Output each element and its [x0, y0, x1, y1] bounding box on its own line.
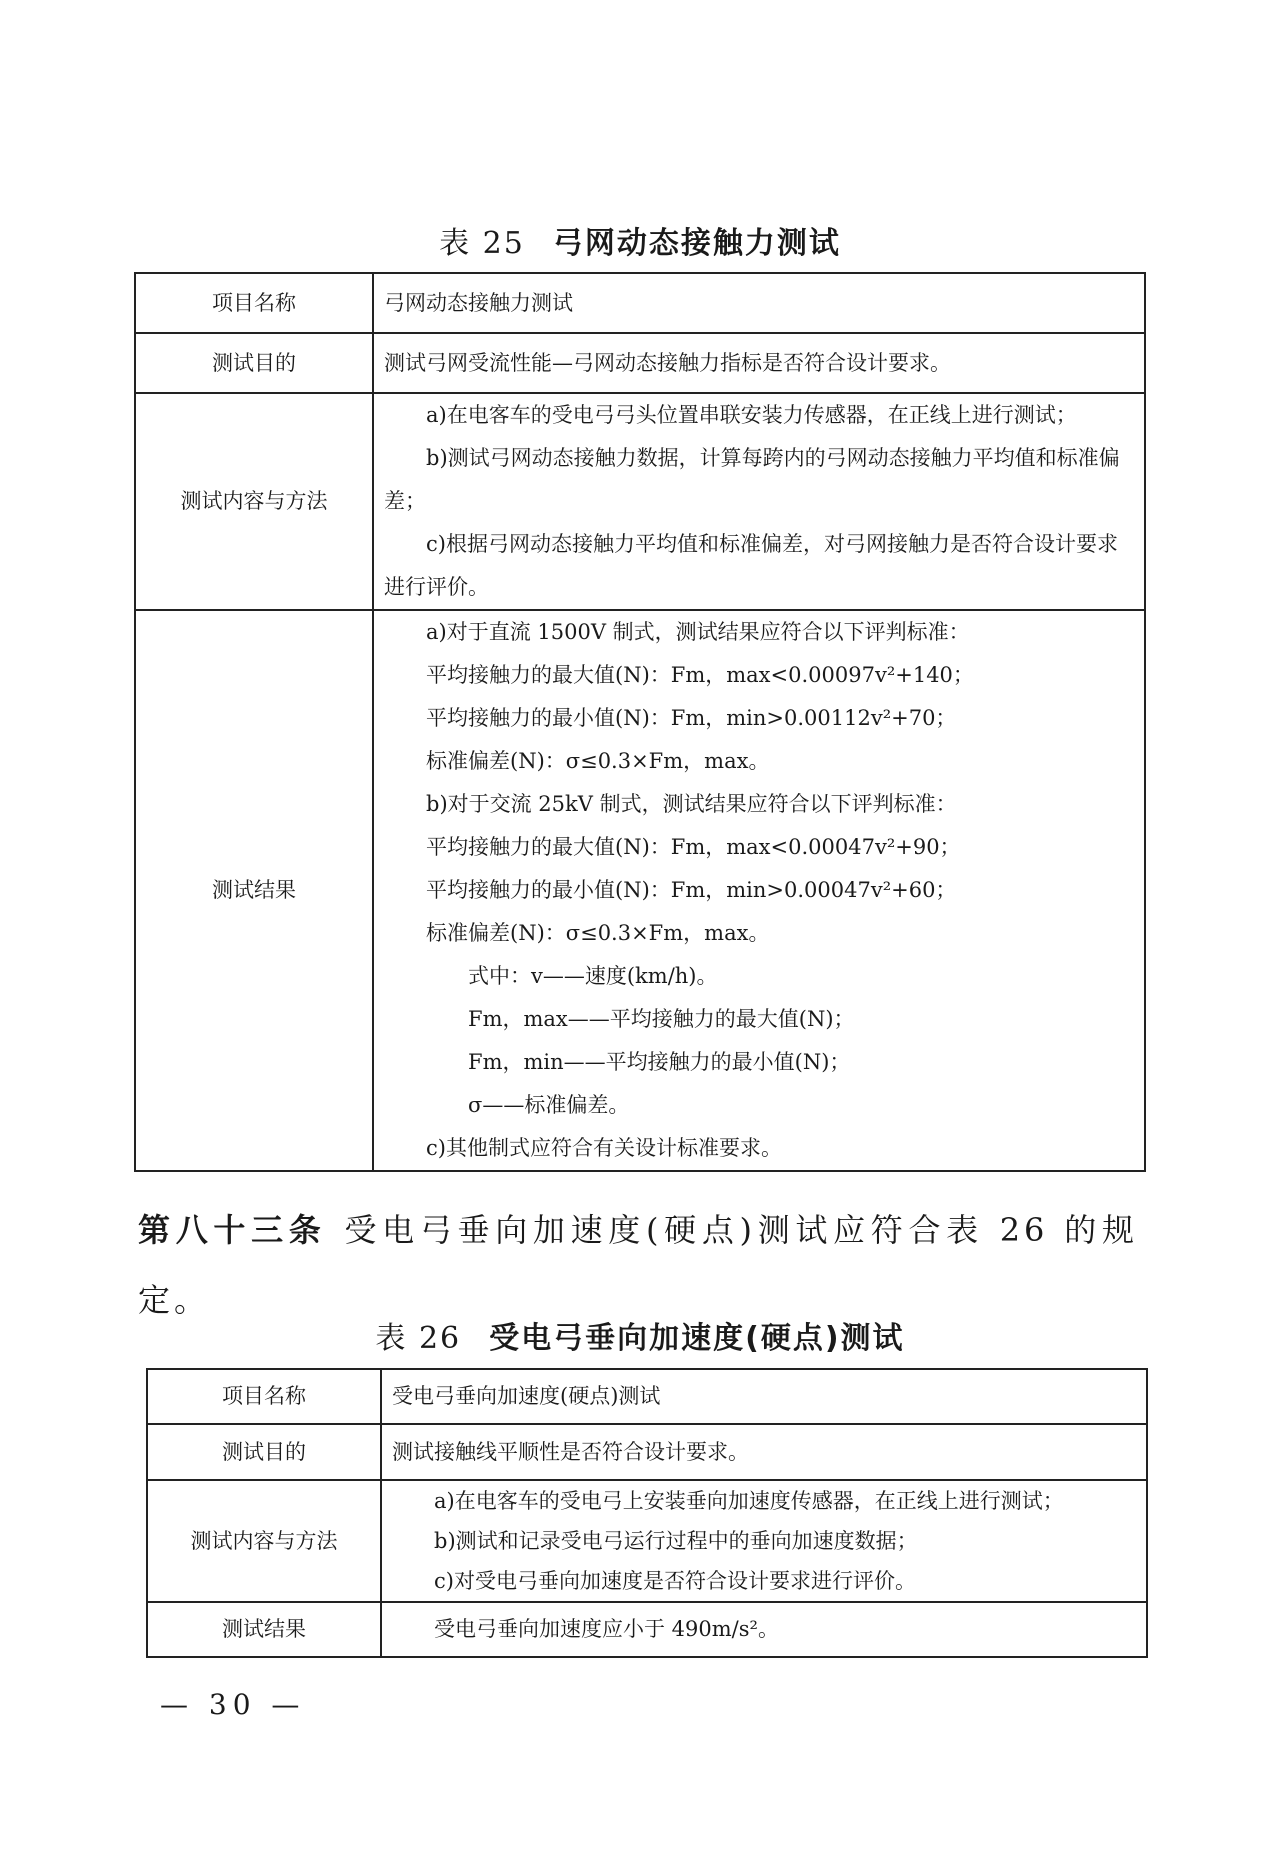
result-line: 平均接触力的最小值(N)：Fm，min>0.00047v²+60；: [426, 878, 957, 902]
article-text: 受电弓垂向加速度(硬点)测试应符合表 26 的规定。: [138, 1211, 1138, 1319]
table-row: [147, 1480, 1147, 1602]
result-line: Fm，min——平均接触力的最小值(N)；: [468, 1050, 851, 1074]
row-label: 项目名称: [147, 1369, 381, 1424]
method-line: c)根据弓网动态接触力平均值和标准偏差，对弓网接触力是否符合设计要求进行评价。: [384, 532, 1118, 599]
result-line: Fm，max——平均接触力的最大值(N)；: [468, 1007, 855, 1031]
table-row: [135, 273, 1145, 333]
row-value: 受电弓垂向加速度应小于 490m/s²。: [381, 1602, 1147, 1657]
table25-caption-title: 弓网动态接触力测试: [552, 226, 841, 261]
method-line: a)在电客车的受电弓弓头位置串联安装力传感器，在正线上进行测试；: [426, 403, 1077, 427]
table-row: [147, 1602, 1147, 1657]
row-label: 项目名称: [135, 273, 373, 333]
row-value: [381, 1480, 1147, 1602]
row-label: 测试结果: [147, 1602, 381, 1657]
result-line: 平均接触力的最小值(N)：Fm，min>0.00112v²+70；: [426, 706, 957, 730]
table25: [134, 272, 1146, 1172]
table25-caption-number: 表 25: [439, 226, 525, 261]
result-line: c)其他制式应符合有关设计标准要求。: [426, 1136, 782, 1160]
result-line: 标准偏差(N)：σ≤0.3×Fm，max。: [426, 749, 770, 773]
table25-caption: [0, 218, 1280, 262]
method-line: b)测试和记录受电弓运行过程中的垂向加速度数据；: [434, 1529, 918, 1553]
result-line: 式中：v——速度(km/h)。: [468, 964, 718, 988]
row-label: 测试目的: [135, 333, 373, 393]
method-line: b)测试弓网动态接触力数据，计算每跨内的弓网动态接触力平均值和标准偏差；: [384, 446, 1120, 513]
result-line: σ——标准偏差。: [468, 1093, 630, 1117]
row-label: 测试目的: [147, 1424, 381, 1480]
table26-caption: [0, 1313, 1280, 1357]
table-row: [135, 610, 1145, 1171]
article-heading: 第八十三条: [138, 1211, 327, 1249]
row-label: 测试内容与方法: [147, 1480, 381, 1602]
method-line: a)在电客车的受电弓上安装垂向加速度传感器，在正线上进行测试；: [434, 1489, 1064, 1513]
row-value: 测试弓网受流性能—弓网动态接触力指标是否符合设计要求。: [373, 333, 1145, 393]
table26-caption-number: 表 26: [375, 1321, 462, 1356]
table-row: [147, 1369, 1147, 1424]
row-value: [373, 393, 1145, 610]
row-value: 弓网动态接触力测试: [373, 273, 1145, 333]
result-line: 标准偏差(N)：σ≤0.3×Fm，max。: [426, 921, 770, 945]
row-value: 测试接触线平顺性是否符合设计要求。: [381, 1424, 1147, 1480]
method-line: c)对受电弓垂向加速度是否符合设计要求进行评价。: [434, 1569, 916, 1593]
result-line: 平均接触力的最大值(N)：Fm，max<0.00047v²+90；: [426, 835, 961, 859]
row-value: 受电弓垂向加速度(硬点)测试: [381, 1369, 1147, 1424]
result-line: a)对于直流 1500V 制式，测试结果应符合以下评判标准：: [426, 620, 970, 644]
table26: [146, 1368, 1148, 1658]
row-value: [373, 610, 1145, 1171]
table-row: [135, 333, 1145, 393]
result-line: 平均接触力的最大值(N)：Fm，max<0.00097v²+140；: [426, 663, 974, 687]
table-row: [147, 1424, 1147, 1480]
row-label: 测试结果: [135, 610, 373, 1171]
page-number: — 30 —: [160, 1688, 306, 1721]
table-row: [135, 393, 1145, 610]
row-label: 测试内容与方法: [135, 393, 373, 610]
table26-caption-title: 受电弓垂向加速度(硬点)测试: [489, 1321, 905, 1356]
result-line: b)对于交流 25kV 制式，测试结果应符合以下评判标准：: [426, 792, 957, 816]
